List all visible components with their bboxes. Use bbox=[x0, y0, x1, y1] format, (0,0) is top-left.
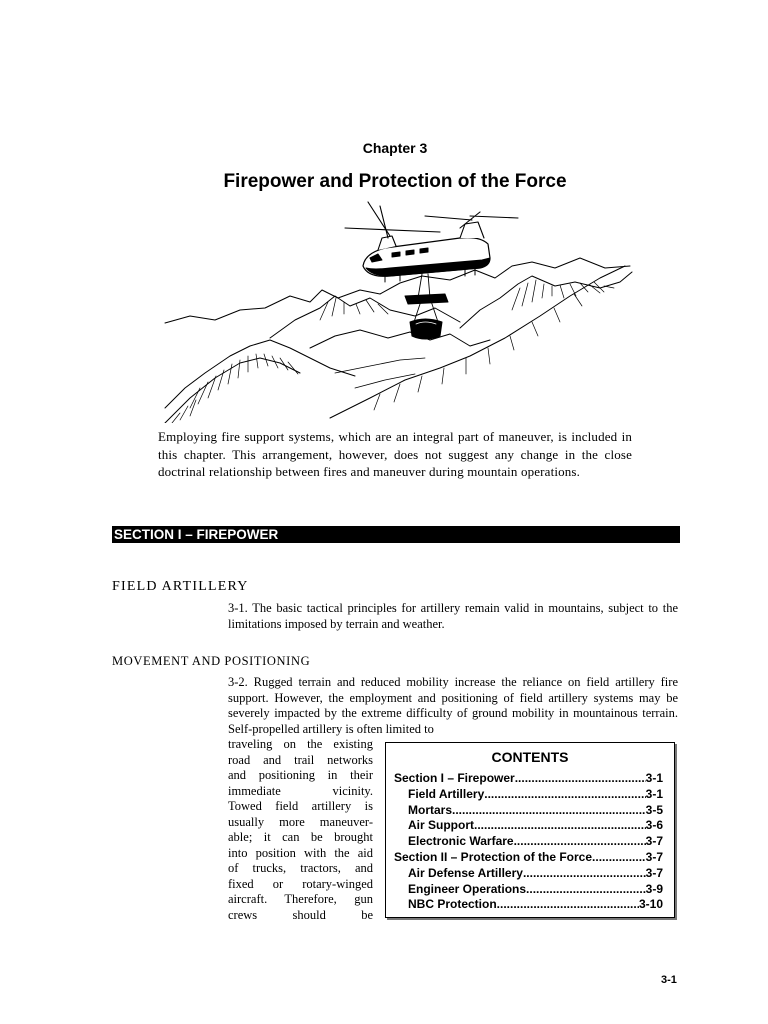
sling-load-icon bbox=[405, 274, 448, 339]
toc-entry-page: 3-6 bbox=[645, 818, 663, 833]
toc-leader-dots bbox=[474, 818, 646, 832]
paragraph-line: and positioning in their bbox=[228, 768, 373, 782]
paragraph-line: Towed field artillery is bbox=[228, 799, 373, 813]
toc-entry-page: 3-7 bbox=[645, 865, 663, 880]
field-artillery-heading: FIELD ARTILLERY bbox=[112, 579, 249, 594]
paragraph-line: traveling on the existing bbox=[228, 737, 373, 751]
toc-entry-page: 3-7 bbox=[645, 849, 663, 864]
toc-entry-electronic-warfare[interactable] bbox=[386, 834, 674, 850]
contents-list bbox=[386, 771, 674, 913]
toc-leader-dots bbox=[497, 897, 639, 911]
paragraph-line: immediate vicinity. bbox=[228, 783, 373, 798]
paragraph-3-2: 3-2. Rugged terrain and reduced mobility increase the reliance on field artillery fire support. However, the employment and positioning of field artillery systems may be severely impacted by the extreme difficulty of ground mobility in mountainous terrain. Self-propelled artillery is often limited to bbox=[228, 675, 678, 736]
chapter-label: Chapter 3 bbox=[362, 140, 428, 156]
toc-leader-dots bbox=[523, 866, 646, 880]
toc-entry-section-ii[interactable] bbox=[386, 850, 674, 866]
intro-paragraph: Employing fire support systems, which are an integral part of maneuver, is included in this chapter. This arrangement, however, does not suggest any change in the close doctrinal relationship between fires and maneuver during mountain operations. bbox=[158, 429, 632, 479]
toc-entry-label: Field Artillery bbox=[408, 786, 485, 801]
toc-entry-page: 3-9 bbox=[645, 881, 663, 896]
toc-entry-label: Engineer Operations bbox=[408, 881, 527, 896]
toc-leader-dots bbox=[514, 834, 646, 848]
paragraph-line: able; it can be brought bbox=[228, 830, 373, 844]
paragraph-line: of trucks, tractors, and bbox=[228, 861, 373, 875]
toc-entry-engineer-operations[interactable] bbox=[386, 882, 674, 898]
helicopter-icon bbox=[345, 202, 518, 282]
toc-entry-nbc-protection[interactable] bbox=[386, 897, 674, 913]
toc-entry-label: Section I – Firepower bbox=[394, 771, 515, 785]
toc-entry-page: 3-1 bbox=[645, 771, 663, 785]
toc-entry-page: 3-7 bbox=[645, 834, 663, 849]
toc-entry-label: Electronic Warfare bbox=[408, 834, 514, 849]
toc-entry-label: Air Defense Artillery bbox=[408, 865, 523, 880]
toc-leader-dots bbox=[484, 787, 645, 801]
toc-entry-field-artillery[interactable] bbox=[386, 787, 674, 803]
section-heading-bar: SECTION I – FIREPOWER bbox=[112, 526, 680, 543]
chapter-title: Firepower and Protection of the Force bbox=[223, 171, 567, 192]
paragraph-line: aircraft. Therefore, gun bbox=[228, 892, 373, 906]
toc-entry-label: Section II – Protection of the Force bbox=[394, 849, 593, 864]
toc-entry-page: 3-5 bbox=[645, 802, 663, 817]
page-number: 3-1 bbox=[661, 974, 677, 986]
toc-entry-mortars[interactable] bbox=[386, 803, 674, 819]
toc-entry-label: Air Support bbox=[408, 818, 474, 833]
paragraph-line: into position with the aid bbox=[228, 845, 373, 860]
toc-entry-label: Mortars bbox=[408, 802, 453, 817]
toc-entry-air-defense-artillery[interactable] bbox=[386, 866, 674, 882]
paragraph-line: crews should be bbox=[228, 907, 373, 922]
toc-leader-dots bbox=[515, 771, 646, 785]
paragraph-line: usually more maneuver- bbox=[228, 814, 373, 829]
toc-leader-dots bbox=[592, 850, 646, 864]
toc-entry-label: NBC Protection bbox=[408, 897, 497, 912]
paragraph-line: fixed or rotary-winged bbox=[228, 876, 373, 891]
paragraph-3-2-continuation bbox=[228, 737, 373, 923]
contents-title: CONTENTS bbox=[491, 749, 569, 765]
toc-entry-page: 3-10 bbox=[638, 897, 663, 912]
toc-entry-page: 3-1 bbox=[645, 786, 663, 801]
contents-box bbox=[385, 742, 675, 918]
helicopter-sling-load-over-mountains-illustration bbox=[160, 198, 640, 423]
paragraph-line: road and trail networks bbox=[228, 752, 373, 767]
movement-positioning-heading: MOVEMENT AND POSITIONING bbox=[112, 654, 311, 668]
toc-leader-dots bbox=[452, 803, 646, 817]
toc-leader-dots bbox=[526, 882, 646, 896]
paragraph-3-1: 3-1. The basic tactical principles for artillery remain valid in mountains, subject to the limitations imposed by terrain and weather. bbox=[228, 601, 678, 631]
toc-entry-section-i[interactable] bbox=[386, 771, 674, 787]
toc-entry-air-support[interactable] bbox=[386, 818, 674, 834]
